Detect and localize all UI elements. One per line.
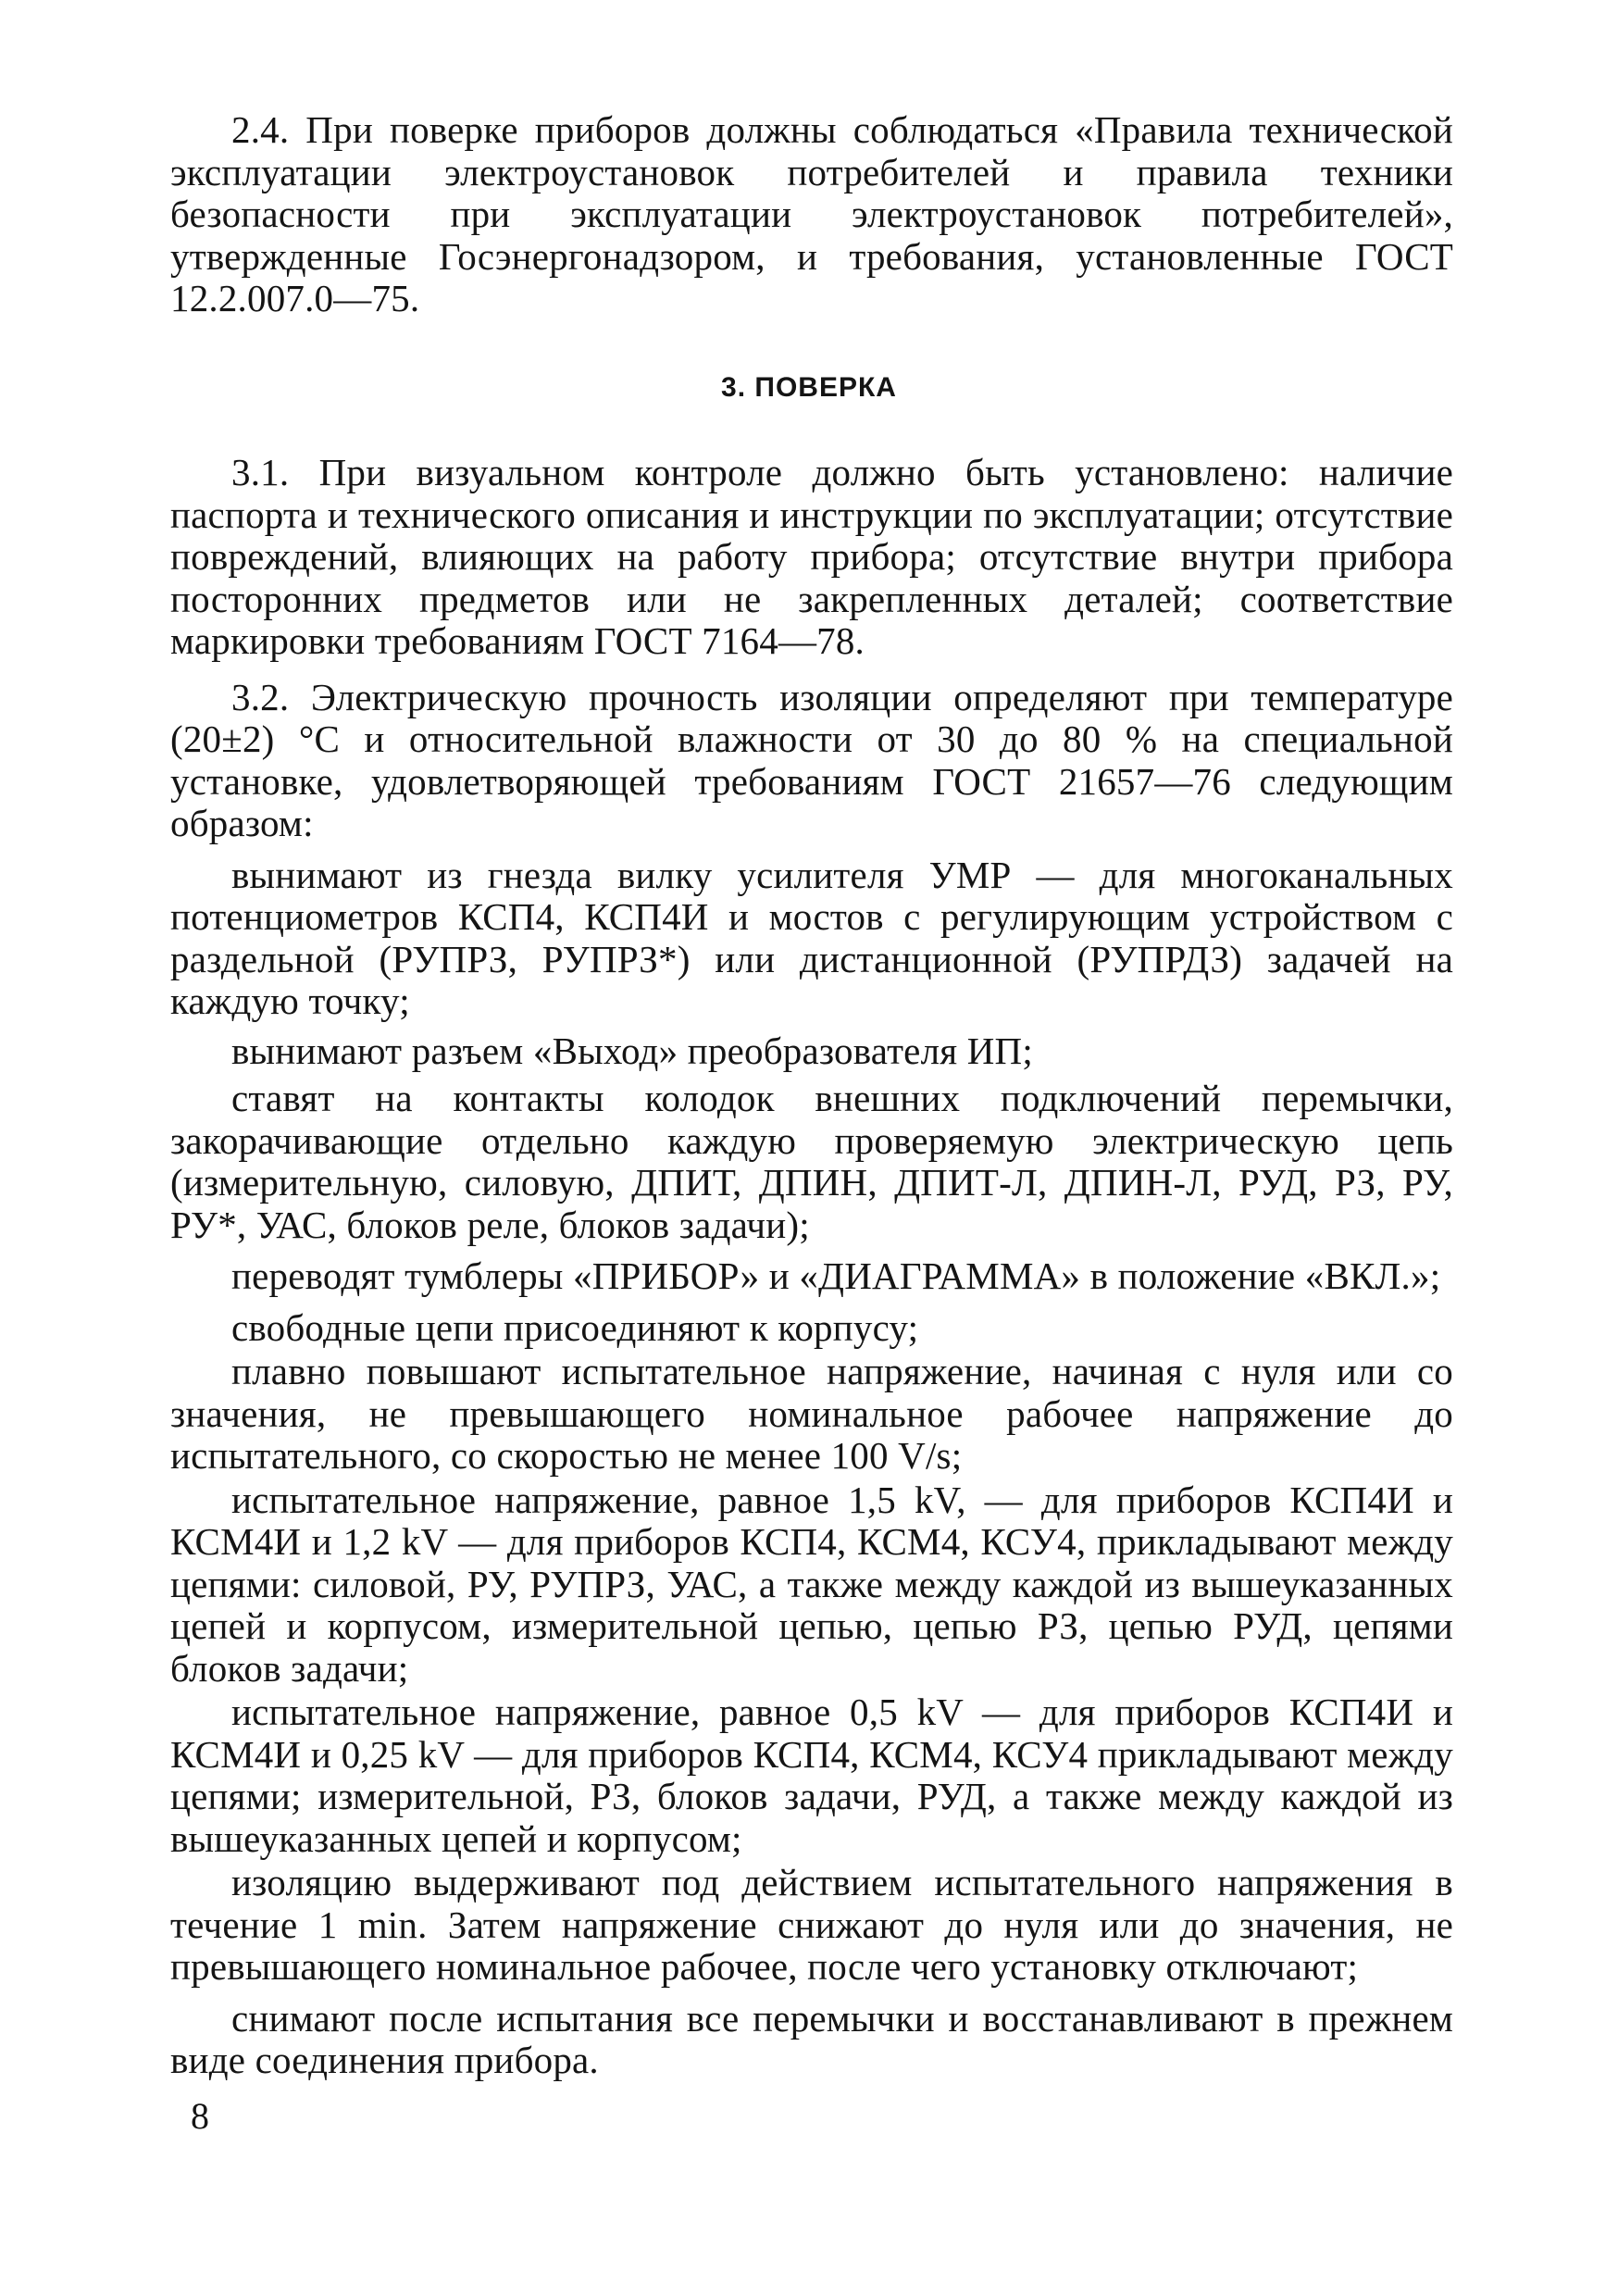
list-item: свободные цепи присоединяют к корпусу; xyxy=(231,1305,919,1349)
list-item: изоляцию выдерживают под действием испытательного напряжения в течение 1 min. Затем напряжение снижают до нуля или до значения, не превышающего номинальное рабочее, после чего установку отключают; xyxy=(170,1861,1453,1988)
list-item: ставят на контакты колодок внешних подключений перемычки, закорачивающие отдельно каждую проверяемую электрическую цепь (измерительную, силовую, ДПИТ, ДПИН, ДПИТ-Л, ДПИН-Л, РУД, РЗ, РУ, РУ*, УАС, блоков реле, блоков задачи); xyxy=(170,1077,1453,1246)
list-item: плавно повышают испытательное напряжение, начиная с нуля или со значения, не превышающего номинальное рабочее напряжение до испытательного, со скоростью не менее 100 V/s; xyxy=(170,1350,1453,1477)
list-item: снимают после испытания все перемычки и восстанавливают в прежнем виде соединения прибора. xyxy=(170,1996,1453,2081)
paragraph-2-4: 2.4. При поверке приборов должны соблюдаться «Правила технической эксплуатации электроустановок потребителей и правила техники безопасности при эксплуатации электроустановок потребителей», утвержденные Госэнергонадзором, и требования, установленные ГОСТ 12.2.007.0—75. xyxy=(170,108,1453,319)
paragraph-3-1: 3.1. При визуальном контроле должно быть установлено: наличие паспорта и технического описания и инструкции по эксплуатации; отсутствие повреждений, влияющих на работу прибора; отсутствие внутри прибора посторонних предметов или не закрепленных деталей; соответствие маркировки требованиям ГОСТ 7164—78. xyxy=(170,451,1453,662)
list-item: переводят тумблеры «ПРИБОР» и «ДИАГРАММА» в положение «ВКЛ.»; xyxy=(231,1254,1441,1297)
list-item: испытательное напряжение, равное 0,5 kV — для приборов КСП4И и КСМ4И и 0,25 kV — для приборов КСП4, КСМ4, КСУ4 прикладывают между цепями; измерительной, РЗ, блоков задачи, РУД, а также между каждой из вышеуказанных цепей и корпусом; xyxy=(170,1691,1453,1860)
paragraph-3-2: 3.2. Электрическую прочность изоляции определяют при температуре (20±2) °С и относительной влажности от 30 до 80 % на специальной установке, удовлетворяющей требованиям ГОСТ 21657—76 следующим образом: xyxy=(170,675,1453,844)
section-heading: 3. ПОВЕРКА xyxy=(721,372,897,403)
section-3-text xyxy=(170,452,1453,2082)
list-item: испытательное напряжение, равное 1,5 kV, — для приборов КСП4И и КСМ4И и 1,2 kV — для приборов КСП4, КСМ4, КСУ4, прикладывают между цепями: силовой, РУ, РУПРЗ, УАС, а также между каждой из вышеуказанных цепей и корпусом, измерительной цепью, цепью РЗ, цепью РУД, цепями блоков задачи; xyxy=(170,1478,1453,1690)
section-2-text xyxy=(170,109,1453,320)
list-item: вынимают из гнезда вилку усилителя УМР — для многоканальных потенциометров КСП4, КСП4И и мостов с регулирующим устройством с раздельной (РУПРЗ, РУПРЗ*) или дистанционной (РУПРДЗ) задачей на каждую точку; xyxy=(170,853,1453,1022)
page-number: 8 xyxy=(191,2095,209,2137)
list-item: вынимают разъем «Выход» преобразователя ИП; xyxy=(231,1029,1033,1072)
